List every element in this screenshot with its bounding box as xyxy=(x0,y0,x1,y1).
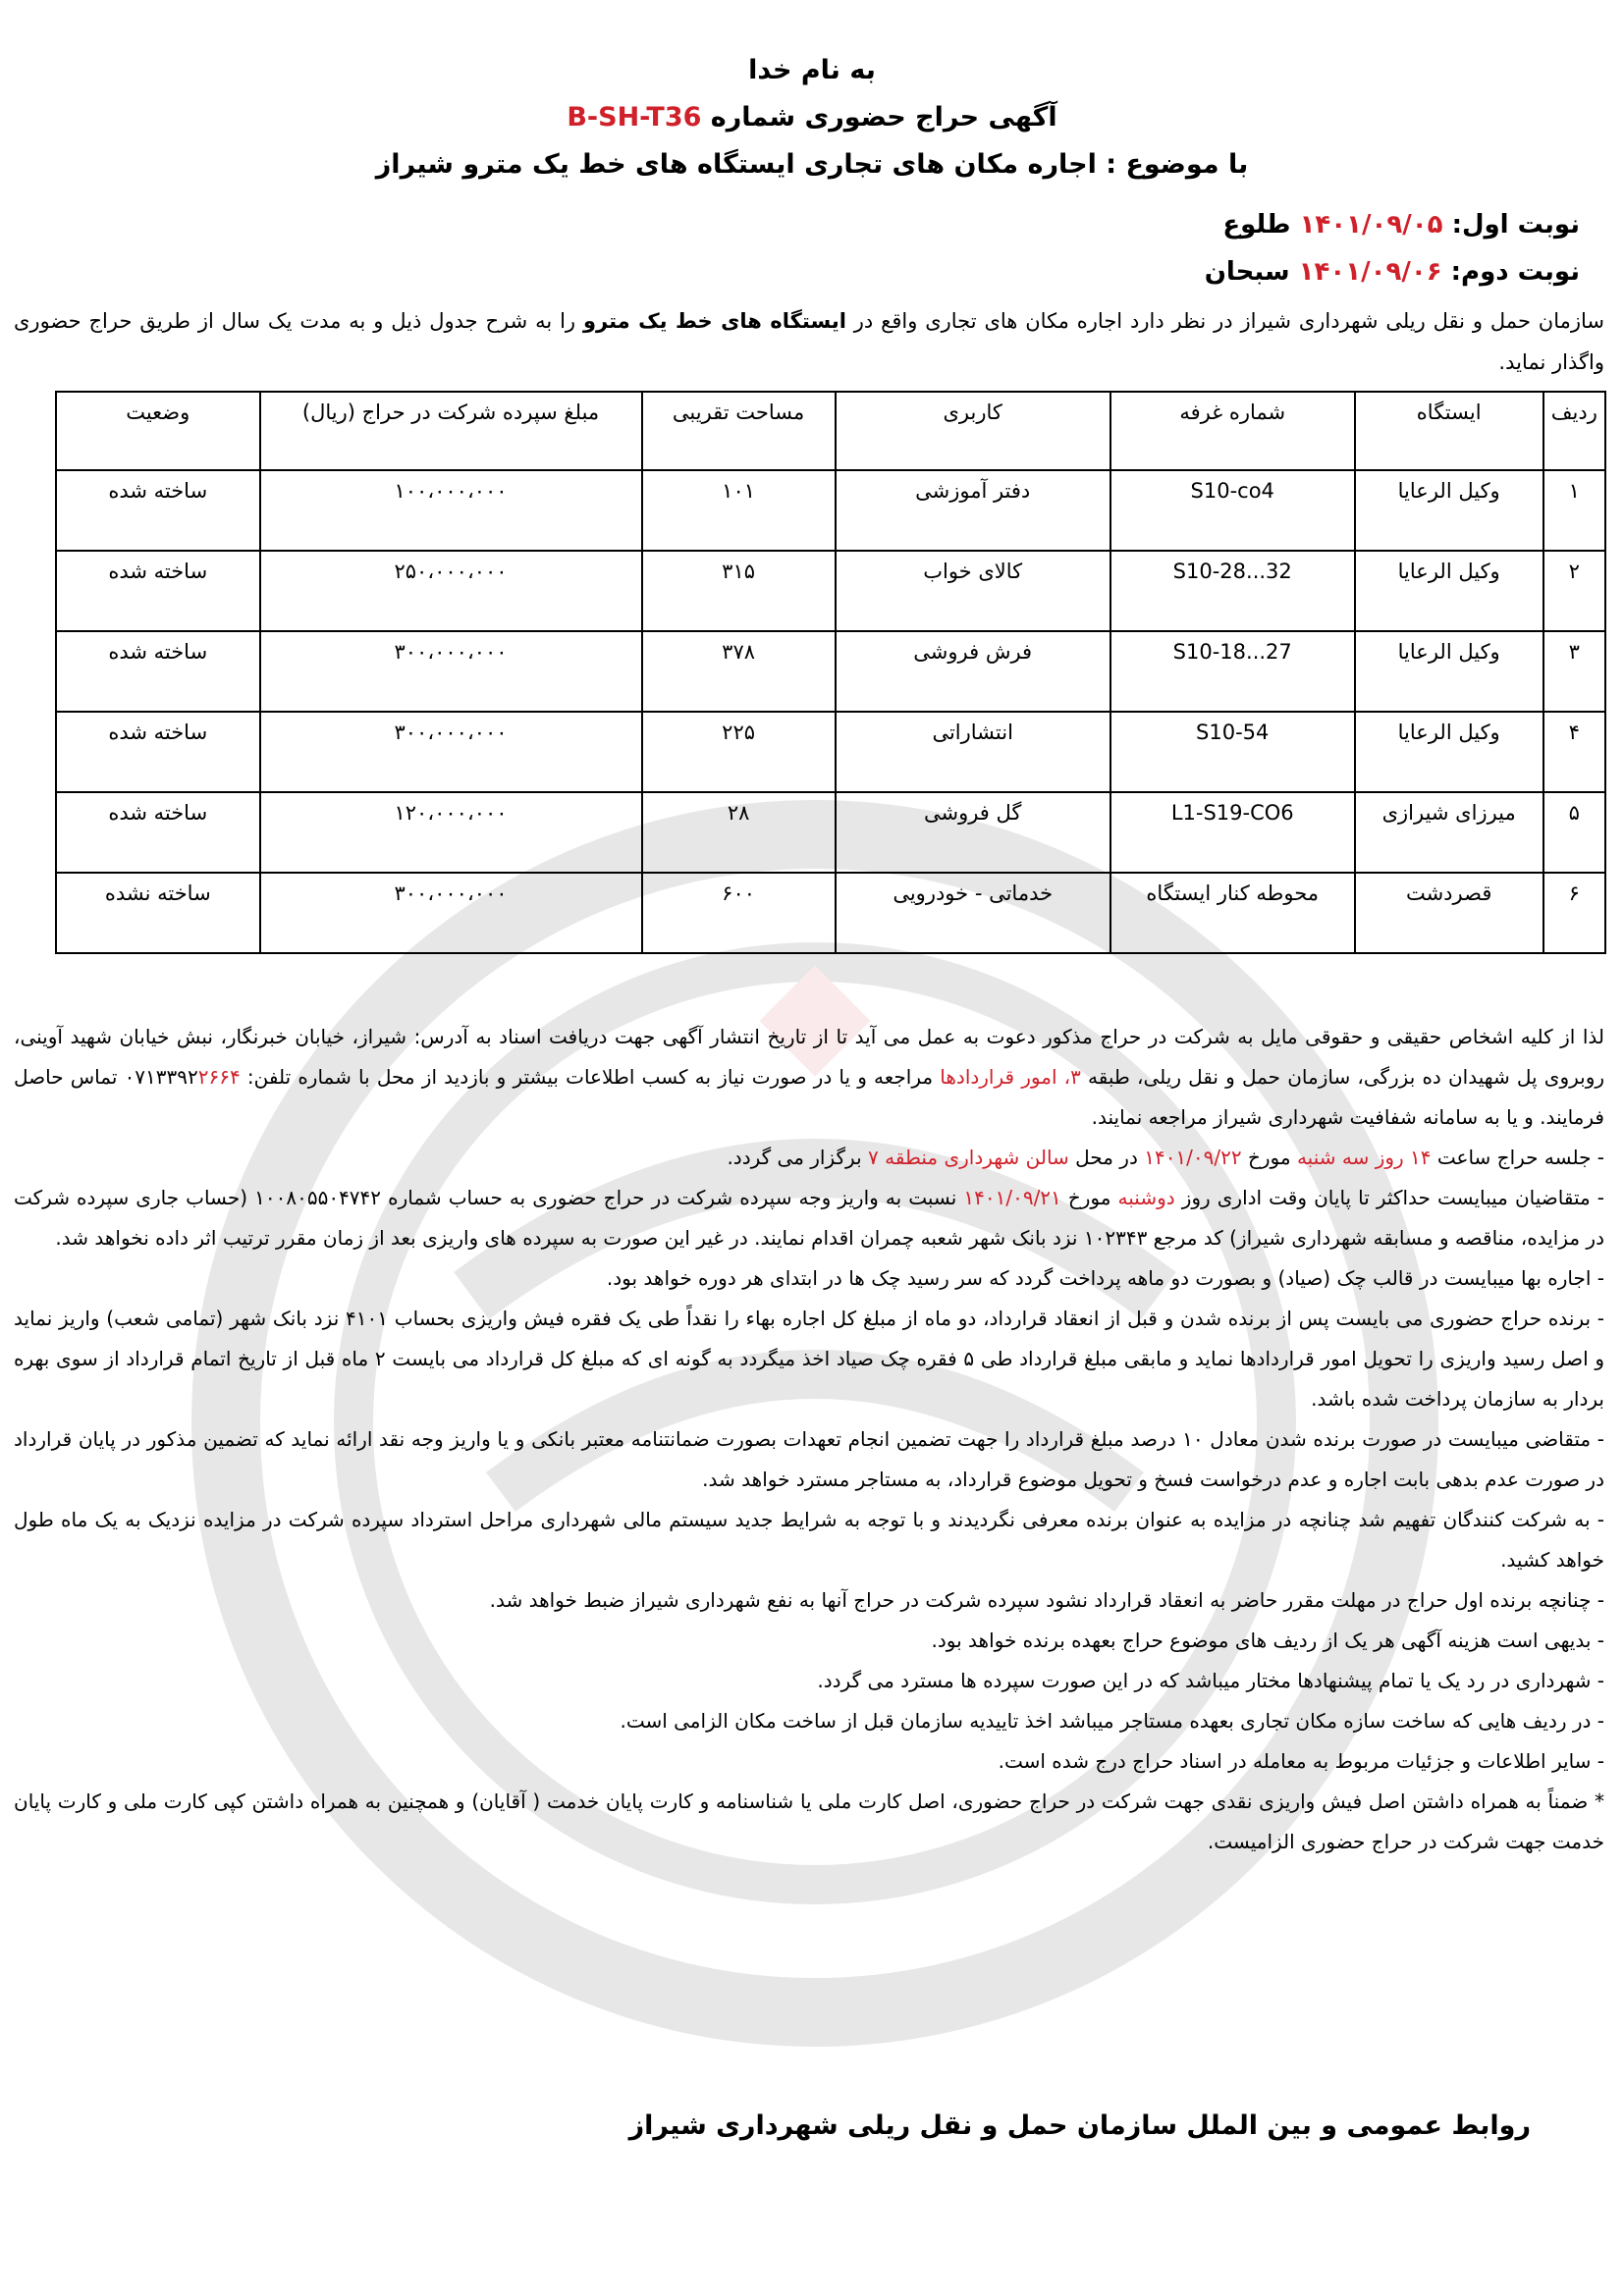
paragraph-invitation xyxy=(14,1017,1604,1138)
p3-date: ۱۴۰۱/۰۹/۲۱ xyxy=(963,1186,1061,1209)
paragraph-documents: * ضمناً به همراه داشتن اصل فیش واریزی نقدی جهت شرکت در حراج حضوری، اصل کارت ملی یا شناسنامه و کارت پایان خدمت ( آقایان) و همچنین به همراه داشتن کپی کارت ملی و کارت پایان خدمت جهت شرکت در حراج حضوری الزامیست. xyxy=(14,1789,1604,1853)
table-row xyxy=(56,631,1605,712)
intro-text-2: را به شرح جدول ذیل و به مدت یک سال از طریق حراج حضوری واگذار نماید. xyxy=(14,309,1604,374)
paragraph-ad-cost: - بدیهی است هزینه آگهی هر یک از ردیف های موضوع حراج بعهده برنده خواهد بود. xyxy=(931,1629,1604,1652)
first-round-date: ۱۴۰۱/۰۹/۰۵ xyxy=(1299,210,1443,240)
cell-status: ساخته شده xyxy=(56,551,260,631)
cell-booth: S10-18...27 xyxy=(1110,631,1355,712)
intro-text-1: سازمان حمل و نقل ریلی شهرداری شیراز در نظر دارد اجاره مکان های تجاری واقع در xyxy=(845,309,1605,333)
cell-station: وکیل الرعایا xyxy=(1355,470,1543,551)
cell-row-number: ۳ xyxy=(1543,631,1605,712)
paragraph-construction: - در ردیف هایی که ساخت سازه مکان تجاری بعهده مستاجر میباشد اخذ تاییدیه سازمان قبل از ساخت مکان الزامی است. xyxy=(620,1709,1604,1733)
table-row xyxy=(56,873,1605,953)
cell-deposit: ۳۰۰،۰۰۰،۰۰۰ xyxy=(260,873,642,953)
cell-status: ساخته شده xyxy=(56,792,260,873)
p2-date: ۱۴۰۱/۰۹/۲۲ xyxy=(1144,1146,1242,1169)
cell-area: ۳۱۵ xyxy=(642,551,836,631)
cell-deposit: ۳۰۰،۰۰۰،۰۰۰ xyxy=(260,712,642,792)
col-header-deposit: مبلغ سپرده شرکت در حراج (ریال) xyxy=(260,392,642,470)
paragraph-rejection: - شهرداری در رد یک یا تمام پیشنهادها مختار میباشد که در این صورت سپرده ها مسترد می گردد. xyxy=(817,1669,1604,1692)
cell-usage: خدماتی - خودرویی xyxy=(836,873,1110,953)
cell-deposit: ۳۰۰،۰۰۰،۰۰۰ xyxy=(260,631,642,712)
cell-row-number: ۶ xyxy=(1543,873,1605,953)
p1-text-b: مراجعه و یا در صورت نیاز به کسب اطلاعات بیشتر و بازدید از محل با شماره تلفن: xyxy=(240,1065,941,1089)
cell-area: ۶۰۰ xyxy=(642,873,836,953)
publication-dates xyxy=(1205,201,1580,295)
col-header-area: مساحت تقریبی xyxy=(642,392,836,470)
cell-status: ساخته شده xyxy=(56,712,260,792)
intro-bold: ایستگاه های خط یک مترو xyxy=(582,309,846,333)
auction-code: B-SH-T36 xyxy=(567,102,702,133)
paragraph-rent-cheque: - اجاره بها میبایست در قالب چک (صیاد) و بصورت دو ماهه پرداخت گردد که سر رسید چک ها در ابتدای هر دوره خواهد بود. xyxy=(606,1266,1604,1290)
title-block xyxy=(0,47,1624,188)
paragraph-forfeit: - چنانچه برنده اول حراج در مهلت مقرر حاضر به انعقاد قرارداد نشود سپرده شرکت در حراج آنها به نفع شهرداری شیراز ضبط خواهد شد. xyxy=(489,1588,1604,1612)
paragraph-session xyxy=(14,1138,1604,1178)
cell-station: قصردشت xyxy=(1355,873,1543,953)
footer-signature: روابط عمومی و بین الملل سازمان حمل و نقل ریلی شهرداری شیراز xyxy=(628,2110,1531,2141)
cell-row-number: ۱ xyxy=(1543,470,1605,551)
cell-status: ساخته شده xyxy=(56,470,260,551)
p1-text-a: لذا از کلیه اشخاص حقیقی و حقوقی مایل به شرکت در حراج مذکور دعوت به عمل می آید تا از تاریخ انتشار آگهی جهت دریافت اسناد به آدرس: شیراز، خیابان خبرنگار، نبش خیابان شهید آوینی، روبروی پل شهیدان ده بزرگی، سازمان حمل و نقل ریلی، طبقه xyxy=(14,1025,1605,1089)
p1-phone-b: ۲۶۶۴ xyxy=(197,1065,241,1089)
cell-usage: گل فروشی xyxy=(836,792,1110,873)
p2-hour: ۱۴ xyxy=(1410,1146,1432,1169)
second-round xyxy=(1205,248,1580,295)
booths-table xyxy=(55,391,1606,954)
cell-booth: L1-S19-CO6 xyxy=(1110,792,1355,873)
cell-row-number: ۵ xyxy=(1543,792,1605,873)
cell-deposit: ۱۰۰،۰۰۰،۰۰۰ xyxy=(260,470,642,551)
p2-text-d: برگزار می گردد. xyxy=(727,1146,869,1169)
cell-station: وکیل الرعایا xyxy=(1355,551,1543,631)
table-row xyxy=(56,470,1605,551)
p3-text-a: - متقاضیان میبایست حداکثر تا پایان وقت اداری روز xyxy=(1174,1186,1604,1209)
col-header-booth: شماره غرفه xyxy=(1110,392,1355,470)
col-header-row-number: ردیف xyxy=(1543,392,1605,470)
p3-day: دوشنبه xyxy=(1117,1186,1175,1209)
cell-booth: محوطه کنار ایستگاه xyxy=(1110,873,1355,953)
cell-station: وکیل الرعایا xyxy=(1355,712,1543,792)
p1-floor: ۳، امور قراردادها xyxy=(940,1065,1081,1089)
col-header-station: ایستگاه xyxy=(1355,392,1543,470)
cell-usage: دفتر آموزشی xyxy=(836,470,1110,551)
cell-area: ۱۰۱ xyxy=(642,470,836,551)
title-auction-prefix: آگهی حراج حضوری شماره xyxy=(701,102,1057,133)
p2-day: روز سه شنبه xyxy=(1296,1146,1411,1169)
p2-text-b: مورخ xyxy=(1241,1146,1297,1169)
cell-deposit: ۱۲۰،۰۰۰،۰۰۰ xyxy=(260,792,642,873)
cell-status: ساخته شده xyxy=(56,631,260,712)
paragraph-deposit xyxy=(14,1178,1604,1258)
cell-area: ۳۷۸ xyxy=(642,631,836,712)
title-auction-number xyxy=(0,94,1624,141)
p2-place: سالن شهرداری منطقه ۷ xyxy=(868,1146,1069,1169)
cell-status: ساخته نشده xyxy=(56,873,260,953)
paragraph-other-info: - سایر اطلاعات و جزئیات مربوط به معامله در اسناد حراج درج شده است. xyxy=(998,1749,1604,1773)
cell-station: میرزای شیرازی xyxy=(1355,792,1543,873)
p3-text-c: نسبت به واریز وجه سپرده شرکت در حراج حضوری به حساب شماره ۱۰۰۸۰۵۵۰۴۷۴۲ (حساب جاری سپرده شرکت در مزایده، مناقصه و مسابقه شهرداری شیراز) کد مرجع ۱۰۲۳۴۳ نزد بانک شهر شعبه چمران اقدام نمایند. در غیر این صورت به سپرده های واریزی بعد از زمان مقرر ترتیب اثر داده نخواهد شد. xyxy=(14,1186,1604,1250)
col-header-usage: کاربری xyxy=(836,392,1110,470)
table-row xyxy=(56,712,1605,792)
paragraph-refund: - به شرکت کنندگان تفهیم شد چنانچه در مزایده به عنوان برنده معرفی نگردیدند و با توجه به شرایط جدید سیستم مالی شهرداری مراحل استرداد سپرده شرکت در مزایده نزدیک به یک ماه طول خواهد کشید. xyxy=(14,1508,1604,1572)
p3-text-b: مورخ xyxy=(1060,1186,1118,1209)
table-header-row xyxy=(56,392,1605,470)
cell-usage: کالای خواب xyxy=(836,551,1110,631)
second-round-paper: سبحان xyxy=(1204,257,1299,287)
cell-deposit: ۲۵۰،۰۰۰،۰۰۰ xyxy=(260,551,642,631)
cell-row-number: ۲ xyxy=(1543,551,1605,631)
first-round xyxy=(1205,201,1580,248)
second-round-label: نوبت دوم: xyxy=(1441,257,1580,287)
table-row xyxy=(56,551,1605,631)
second-round-date: ۱۴۰۱/۰۹/۰۶ xyxy=(1298,257,1442,287)
intro-paragraph xyxy=(14,300,1604,383)
title-bismillah: به نام خدا xyxy=(748,55,876,85)
p1-phone-a: ۰۷۱۳۳۹۲ xyxy=(124,1065,198,1089)
cell-area: ۲۸ xyxy=(642,792,836,873)
paragraph-winner-payment: - برنده حراج حضوری می بایست پس از برنده شدن و قبل از انعقاد قرارداد، دو ماه از مبلغ کل اجاره بهاء را نقداً طی یک فقره فیش واریزی بحساب ۴۱۰۱ نزد بانک شهر (تمامی شعب) واریز نماید و اصل رسید واریزی را تحویل امور قراردادها نماید و مابقی مبلغ قرارداد طی ۵ فقره چک صیاد اخذ میگردد به گونه ای که مبلغ کل قرارداد می بایست ۲ ماه قبل از تاریخ اتمام قرارداد از سوی بهره بردار به سازمان پرداخت شده باشد. xyxy=(14,1307,1605,1411)
p2-text-c: در محل xyxy=(1068,1146,1145,1169)
table-row xyxy=(56,792,1605,873)
cell-area: ۲۲۵ xyxy=(642,712,836,792)
cell-usage: انتشاراتی xyxy=(836,712,1110,792)
title-subject: با موضوع : اجاره مکان های تجاری ایستگاه های خط یک مترو شیراز xyxy=(375,149,1249,180)
p1-text-c: تماس حاصل فرمایند. و یا به سامانه شفافیت شهرداری شیراز مراجعه نمایند. xyxy=(14,1065,1604,1129)
first-round-label: نوبت اول: xyxy=(1442,210,1580,240)
cell-booth: S10-28...32 xyxy=(1110,551,1355,631)
cell-station: وکیل الرعایا xyxy=(1355,631,1543,712)
terms-section xyxy=(14,1017,1604,1862)
first-round-paper: طلوع xyxy=(1222,210,1300,240)
cell-row-number: ۴ xyxy=(1543,712,1605,792)
cell-booth: S10-co4 xyxy=(1110,470,1355,551)
cell-booth: S10-54 xyxy=(1110,712,1355,792)
p2-text-a: - جلسه حراج ساعت xyxy=(1431,1146,1604,1169)
col-header-status: وضعیت xyxy=(56,392,260,470)
cell-usage: فرش فروشی xyxy=(836,631,1110,712)
paragraph-guarantee: - متقاضی میبایست در صورت برنده شدن معادل ۱۰ درصد مبلغ قرارداد را جهت تضمین انجام تعهدات بصورت ضمانتنامه معتبر بانکی و یا واریز وجه نقد ارائه نماید که تضمین مذکور در پایان قرارداد در صورت عدم بدهی بابت اجاره و عدم درخواست فسخ و تحویل موضوع قرارداد، به مستاجر مسترد خواهد شد. xyxy=(14,1427,1604,1491)
